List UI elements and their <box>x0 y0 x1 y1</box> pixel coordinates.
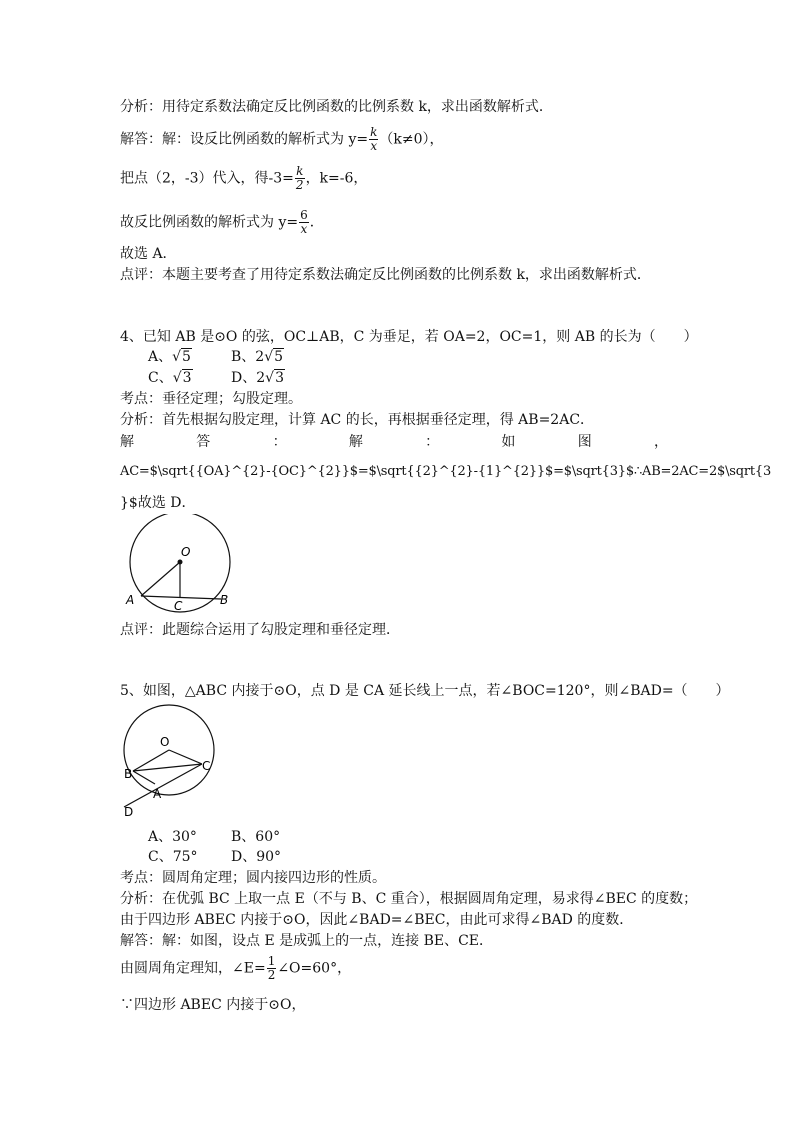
option-c <box>148 369 193 387</box>
answer-prefix: 解答：解：设反比例函数的解析式为 y= <box>120 131 369 148</box>
question-4-analysis: 分析：首先根据勾股定理，计算 AC 的长，再根据垂径定理，得 AB=2AC． <box>120 412 595 428</box>
label-a: A <box>153 787 162 801</box>
circle-chord-diagram <box>120 514 240 614</box>
answer-char: 解 <box>348 434 363 450</box>
sqrt-icon: √3 <box>172 370 192 386</box>
fraction-denominator: x <box>300 222 308 236</box>
result-suffix: ． <box>309 214 324 231</box>
answer-char: ， <box>653 434 668 450</box>
label-c: C <box>202 759 211 773</box>
option-a: A、30° <box>148 829 197 845</box>
label-b: B <box>220 593 229 607</box>
option-d: D、90° <box>231 849 282 865</box>
question-5-theorem-line <box>120 955 351 982</box>
result-line <box>120 209 324 236</box>
fraction-one-half <box>267 955 277 982</box>
answer-char: 解 <box>120 434 134 450</box>
segment-oc <box>169 750 202 764</box>
answer-char: ： <box>425 434 440 450</box>
segment-oa <box>141 562 180 596</box>
fraction-numerator: k <box>296 164 304 178</box>
theorem-prefix: 由圆周角定理知，∠E= <box>120 960 266 977</box>
question-4-answer-heading <box>120 433 668 451</box>
answer-char: 答 <box>196 434 211 450</box>
answer-char: 图 <box>577 434 592 450</box>
question-4-latex-line-2: }$故选 D． <box>120 495 196 511</box>
result-prefix: 故反比例函数的解析式为 y= <box>120 214 299 231</box>
label-a: A <box>126 593 135 607</box>
substitution-prefix: 把点（2，-3）代入，得-3= <box>120 170 294 187</box>
label-b: B <box>124 767 133 781</box>
substitution-line <box>120 165 367 192</box>
label-o: O <box>160 735 170 749</box>
radicand: 5 <box>182 349 191 365</box>
sqrt-icon: √5 <box>264 349 284 365</box>
segment-ba <box>133 771 155 784</box>
question-5-answer: 解答：解：如图，设点 E 是成弧上的一点，连接 BE、CE． <box>120 933 494 949</box>
question-5-stem: 5、如图，△ABC 内接于⊙O，点 D 是 CA 延长线上一点，若∠BOC=120°，则∠BAD=（ ） <box>120 683 730 699</box>
fraction-k-over-2 <box>295 165 305 192</box>
substitution-suffix: ，k=-6， <box>305 170 368 187</box>
fraction-denominator: x <box>370 139 378 153</box>
answer-suffix: （k≠0）， <box>379 131 444 148</box>
fraction-numerator: 1 <box>267 954 276 968</box>
inscribed-triangle-diagram <box>118 704 228 822</box>
answer-line <box>120 126 444 153</box>
fraction-denominator: 2 <box>267 968 276 982</box>
option-a <box>148 348 192 366</box>
fraction-k-over-x <box>369 126 378 153</box>
question-4-latex-line-1: AC=$\sqrt{{OA}^{2}-{OC}^{2}}$=$\sqrt{{2}^{2}-{1}^{2}}$=$\sqrt{3}$∴AB=2AC=2$\sqrt{3 <box>120 464 772 479</box>
option-label: D、2 <box>231 370 266 386</box>
theorem-suffix: ∠O=60°， <box>277 960 352 977</box>
option-label: A、 <box>148 349 173 365</box>
option-label: B、2 <box>231 349 265 365</box>
label-d: D <box>124 805 134 819</box>
center-point <box>178 560 183 565</box>
label-o: O <box>181 545 191 559</box>
question-5-analysis-line-1: 分析：在优弧 BC 上取一点 E（不与 B、C 重合），根据圆周角定理，易求得∠BEC 的度数； <box>120 891 698 907</box>
answer-char: 如 <box>501 434 516 450</box>
radicand: 5 <box>274 349 284 365</box>
sqrt-icon: √5 <box>172 349 191 365</box>
fraction-numerator: 6 <box>300 208 308 222</box>
fraction-numerator: k <box>370 125 378 139</box>
question-4-stem: 4、已知 AB 是⊙O 的弦，OC⊥AB，C 为垂足，若 OA=2，OC=1，则 AB 的长为（ ） <box>120 329 698 345</box>
answer-char: ： <box>272 434 287 450</box>
question-4-kaodian: 考点：垂径定理；勾股定理。 <box>120 391 302 407</box>
radicand: 3 <box>182 370 192 386</box>
option-d <box>231 369 285 387</box>
question-5-kaodian: 考点：圆周角定理；圆内接四边形的性质。 <box>120 870 386 886</box>
option-label: C、 <box>148 370 173 386</box>
sqrt-icon: √3 <box>265 370 284 386</box>
label-c: C <box>174 599 183 613</box>
option-b <box>231 348 284 366</box>
option-c: C、75° <box>148 849 198 865</box>
choice-text: 故选 A． <box>120 246 177 262</box>
comment-text: 点评：本题主要考查了用待定系数法确定反比例函数的比例系数 k，求出函数解析式． <box>120 267 651 283</box>
question-4-comment: 点评：此题综合运用了勾股定理和垂径定理． <box>120 622 400 638</box>
fraction-denominator: 2 <box>295 178 304 192</box>
question-5-analysis-line-2: 由于四边形 ABEC 内接于⊙O，因此∠BAD=∠BEC，由此可求得∠BAD 的度数． <box>120 912 634 928</box>
radicand: 3 <box>275 370 284 386</box>
fraction-6-over-x <box>299 209 309 236</box>
question-5-because: ∵四边形 ABEC 内接于⊙O， <box>120 997 306 1013</box>
analysis-text: 分析：用待定系数法确定反比例函数的比例系数 k，求出函数解析式． <box>120 99 553 115</box>
option-b: B、60° <box>231 829 281 845</box>
